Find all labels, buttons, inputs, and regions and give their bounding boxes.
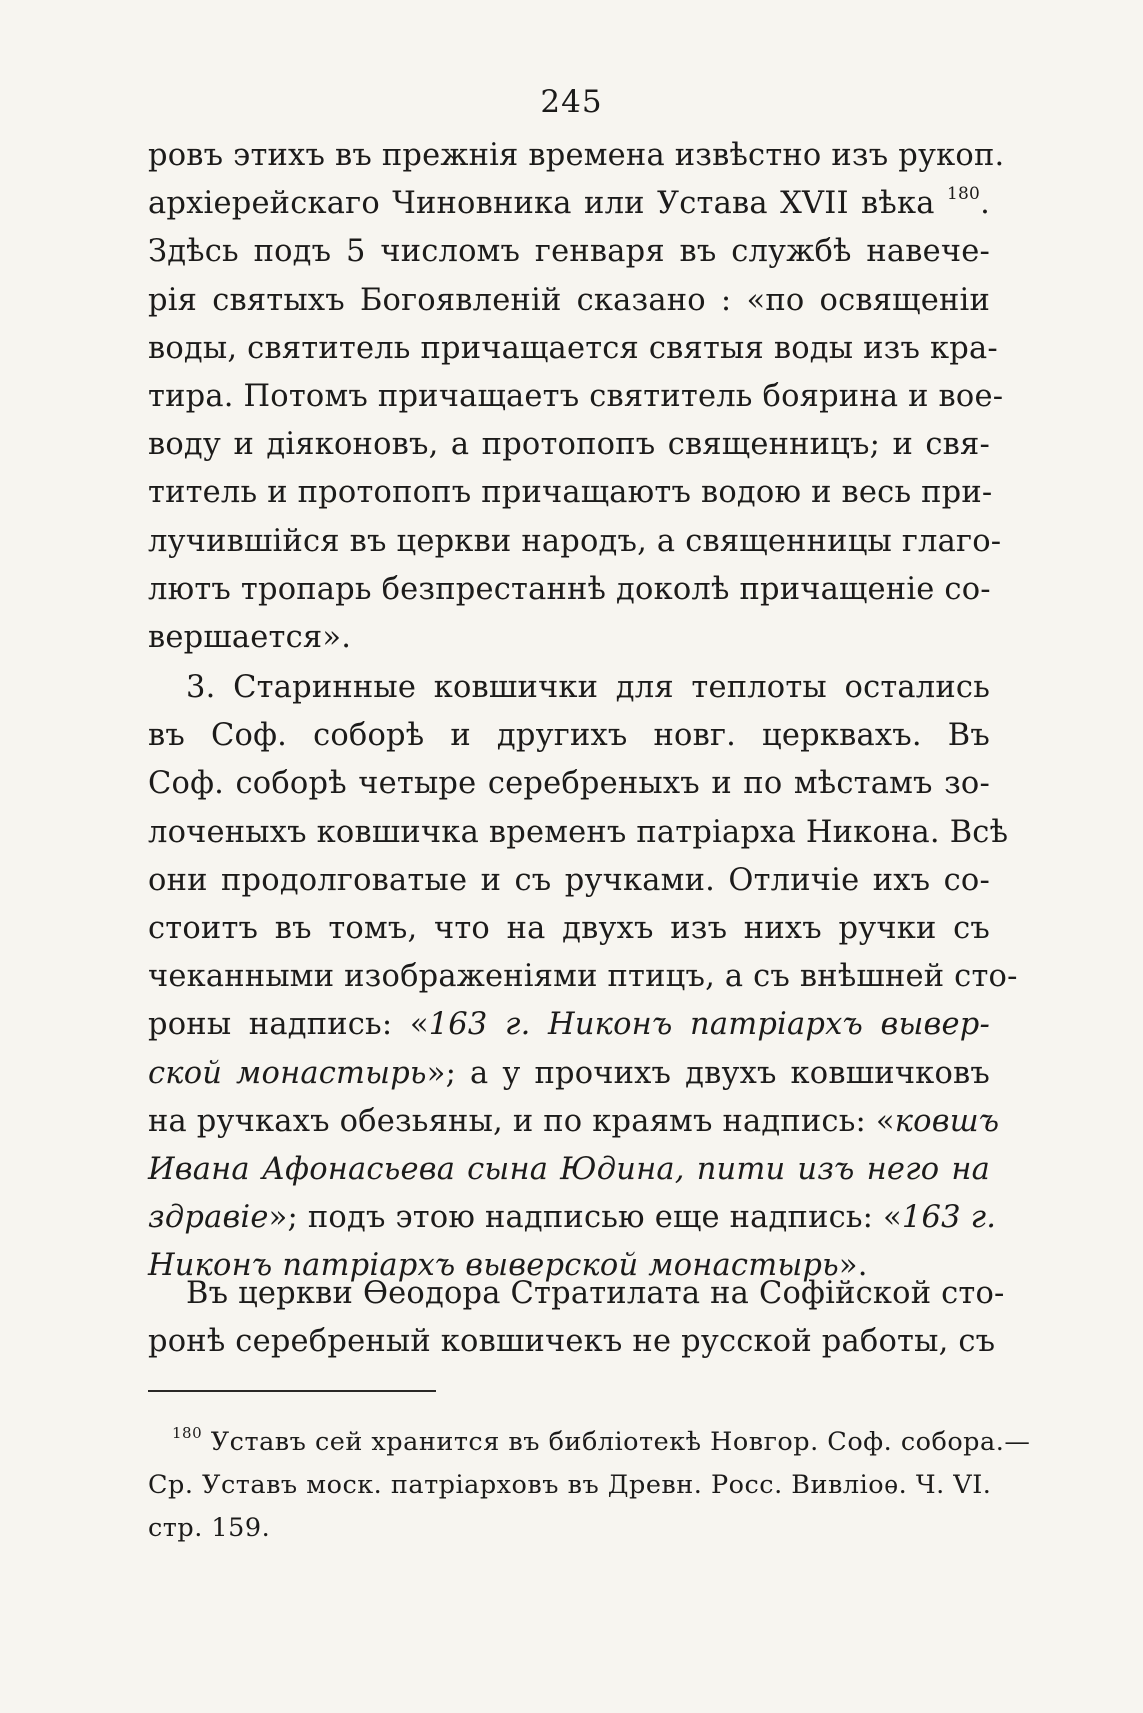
text-line: Соф. соборѣ четыре серебреныхъ и по мѣстамъ зо- <box>148 766 990 802</box>
text-segment: ». <box>838 1248 868 1284</box>
footnote-line: стр. 159. <box>148 1513 271 1543</box>
paragraph-2 <box>148 664 1018 1290</box>
footnote-divider <box>148 1390 436 1392</box>
text-line: чеканными изображеніями птицъ, а съ внѣшней сто- <box>148 959 1018 995</box>
text-line: лучившійся въ церкви народъ, а священницы глаго- <box>148 523 1002 559</box>
italic-inscription: здравіе <box>148 1200 269 1236</box>
footnote-line: Ср. Уставъ моск. патріарховъ въ Древн. Росс. Вивліоѳ. Ч. VI. <box>148 1470 992 1500</box>
text-line: воду и діяконовъ, а протопопъ священницъ; и свя- <box>148 427 990 463</box>
text-line: титель и протопопъ причащаютъ водою и весь при- <box>148 475 993 511</box>
text-line <box>148 1194 997 1242</box>
text-line: Ивана Афонасьева сына Юдина, пити изъ него на <box>148 1151 990 1187</box>
text-line: тира. Потомъ причащаетъ святитель боярина и вое- <box>148 378 1004 414</box>
paragraph-1 <box>148 132 1005 662</box>
footnote <box>148 1421 1031 1550</box>
text-line: въ Соф. соборѣ и другихъ новг. церквахъ. Въ <box>148 718 990 754</box>
footnote-number: 180 <box>172 1424 203 1442</box>
text-line: лоченыхъ ковшичка временъ патріарха Никона. Всѣ <box>148 814 1009 850</box>
text-segment: Уставъ сей хранится въ библіотекѣ Новгор. Соф. собора.— <box>202 1427 1031 1457</box>
text-line: лютъ тропарь безпрестаннѣ доколѣ причащеніе со- <box>148 571 991 607</box>
italic-inscription: 163 г. Никонъ патріархъ вывер- <box>428 1007 990 1043</box>
text-line: Здѣсь подъ 5 числомъ генваря въ службѣ навече- <box>148 234 990 270</box>
text-line <box>148 1050 990 1098</box>
text-line: рія святыхъ Богоявленій сказано : «по освященіи <box>148 282 990 318</box>
text-line: Въ церкви Ѳеодора Стратилата на Софійской сто- <box>186 1276 1005 1311</box>
text-segment: роны надпись: « <box>148 1007 429 1043</box>
page-number: 245 <box>540 84 603 120</box>
text-line: ровъ этихъ въ прежнія времена извѣстно изъ рукоп. <box>148 138 1005 173</box>
text-segment: . <box>980 186 990 222</box>
italic-inscription: ской монастырь <box>148 1055 427 1091</box>
text-line: 3. Старинные ковшички для теплоты остались <box>186 670 990 705</box>
text-segment: »; подъ этою надписью еще надпись: « <box>268 1200 902 1236</box>
text-line: стоитъ въ томъ, что на двухъ изъ нихъ ручки съ <box>148 910 990 946</box>
text-segment: »; а у прочихъ двухъ ковшичковъ <box>426 1055 990 1091</box>
text-line: вершается». <box>148 619 352 655</box>
text-line: ронѣ серебреный ковшичекъ не русской работы, съ <box>148 1324 996 1360</box>
text-segment: на ручкахъ обезьяны, и по краямъ надпись: « <box>148 1103 895 1139</box>
text-line <box>148 1098 1000 1146</box>
footnote-reference: 180 <box>947 184 981 205</box>
text-segment: архіерейскаго Чиновника или Устава XVII вѣка <box>148 186 935 222</box>
text-line: воды, святитель причащается святыя воды изъ кра- <box>148 330 998 366</box>
paragraph-3 <box>148 1270 1005 1366</box>
italic-inscription: ковшъ <box>894 1103 1000 1139</box>
text-line <box>148 180 990 228</box>
italic-inscription: 163 г. <box>901 1200 997 1236</box>
text-line: они продолговатые и съ ручками. Отличіе ихъ со- <box>148 862 990 898</box>
italic-inscription: Никонъ патріархъ выверской монастырь <box>148 1248 839 1284</box>
text-line <box>148 1001 990 1049</box>
footnote-line <box>148 1421 1031 1464</box>
